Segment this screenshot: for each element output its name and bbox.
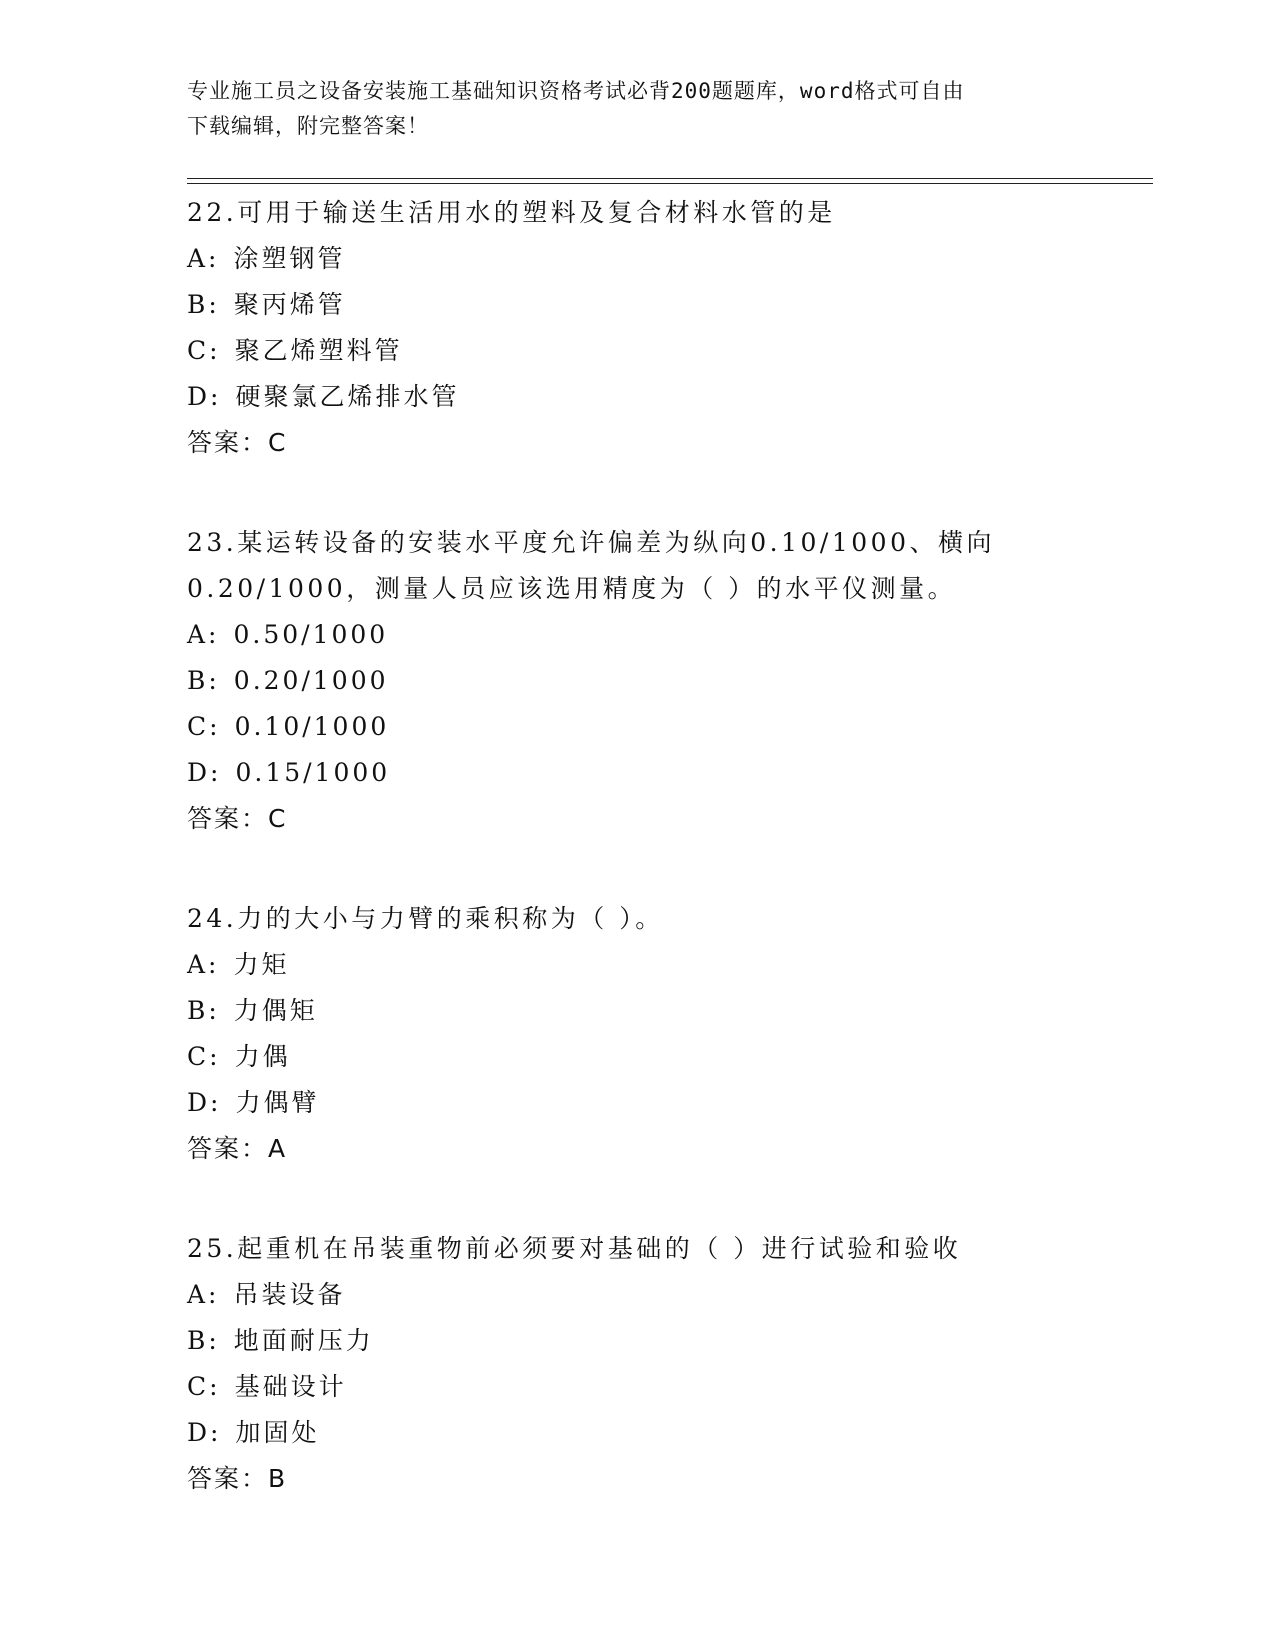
option-label: C:	[187, 712, 221, 741]
question-list	[187, 190, 1157, 1556]
option-d	[187, 1080, 1157, 1126]
option-label: C:	[187, 1372, 221, 1401]
option-label: D:	[187, 758, 222, 787]
option-text: 涂塑钢管	[233, 244, 346, 273]
option-label: C:	[187, 336, 221, 365]
option-d	[187, 1410, 1157, 1456]
option-label: C:	[187, 1042, 221, 1071]
document-header	[187, 74, 1087, 144]
option-c	[187, 704, 1157, 750]
option-text: 硬聚氯乙烯排水管	[235, 382, 460, 411]
option-c	[187, 1034, 1157, 1080]
question-text: 22.可用于输送生活用水的塑料及复合材料水管的是	[187, 198, 836, 227]
option-d	[187, 374, 1157, 420]
option-b	[187, 1318, 1157, 1364]
header-divider-top	[187, 178, 1153, 179]
option-label: D:	[187, 382, 222, 411]
option-label: A:	[187, 950, 220, 979]
option-label: D:	[187, 1418, 222, 1447]
option-label: B:	[187, 1326, 220, 1355]
option-text: 0.10/1000	[234, 712, 390, 741]
option-text: 力矩	[233, 950, 290, 979]
option-a	[187, 612, 1157, 658]
option-c	[187, 1364, 1157, 1410]
question-item	[187, 190, 1157, 466]
option-label: D:	[187, 1088, 222, 1117]
header-line-1: 专业施工员之设备安装施工基础知识资格考试必背200题题库，word格式可自由	[187, 79, 965, 103]
option-b	[187, 988, 1157, 1034]
answer-text: 答案：A	[187, 1134, 288, 1163]
option-text: 聚乙烯塑料管	[234, 336, 403, 365]
option-d	[187, 750, 1157, 796]
answer-text: 答案：C	[187, 804, 288, 833]
option-text: 地面耐压力	[233, 1326, 374, 1355]
option-c	[187, 328, 1157, 374]
option-text: 力偶矩	[233, 996, 318, 1025]
header-divider-bottom	[187, 183, 1153, 184]
option-a	[187, 1272, 1157, 1318]
option-label: A:	[187, 1280, 220, 1309]
option-text: 加固处	[235, 1418, 320, 1447]
option-text: 0.20/1000	[233, 666, 389, 695]
option-text: 聚丙烯管	[233, 290, 346, 319]
option-text: 吊装设备	[233, 1280, 346, 1309]
question-item	[187, 896, 1157, 1172]
option-a	[187, 942, 1157, 988]
question-text-line-2: 0.20/1000，测量人员应该选用精度为（ ）的水平仪测量。	[187, 574, 957, 603]
option-text: 基础设计	[234, 1372, 347, 1401]
option-text: 0.15/1000	[235, 758, 391, 787]
question-item	[187, 520, 1157, 842]
question-text: 24.力的大小与力臂的乘积称为（ ）。	[187, 904, 664, 933]
option-label: B:	[187, 290, 220, 319]
option-label: A:	[187, 620, 220, 649]
question-item	[187, 1226, 1157, 1502]
option-label: B:	[187, 996, 220, 1025]
question-text-line-1: 23.某运转设备的安装水平度允许偏差为纵向0.10/1000、横向	[187, 528, 995, 557]
header-line-2: 下载编辑，附完整答案！	[187, 114, 429, 138]
option-text: 力偶	[234, 1042, 291, 1071]
option-b	[187, 282, 1157, 328]
option-label: A:	[187, 244, 220, 273]
option-text: 0.50/1000	[233, 620, 389, 649]
option-text: 力偶臂	[235, 1088, 320, 1117]
answer-text: 答案：B	[187, 1464, 288, 1493]
option-b	[187, 658, 1157, 704]
option-a	[187, 236, 1157, 282]
option-label: B:	[187, 666, 220, 695]
question-text: 25.起重机在吊装重物前必须要对基础的（ ）进行试验和验收	[187, 1234, 962, 1263]
answer-text: 答案：C	[187, 428, 288, 457]
